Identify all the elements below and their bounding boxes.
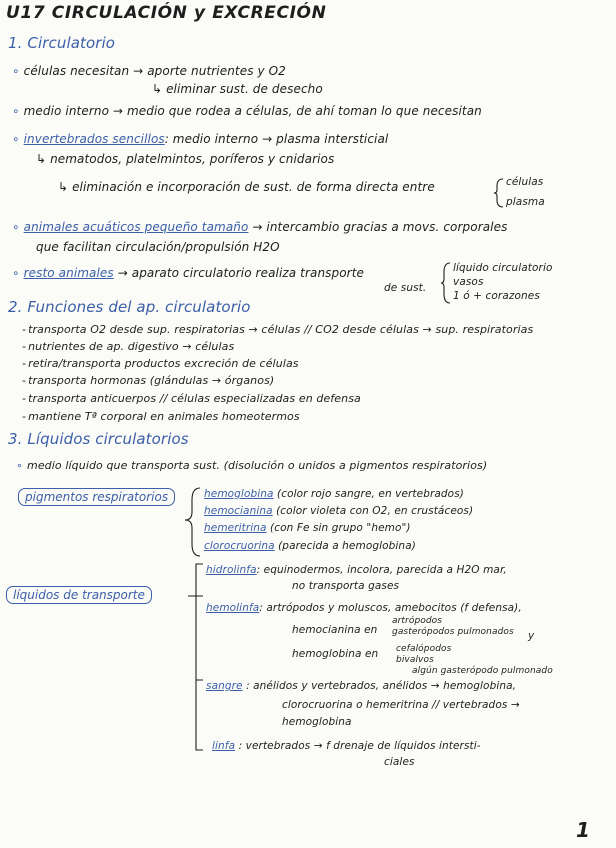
bullet-invertebrados-examples: ↳ nematodos, platelmintos, poríferos y cnidarios bbox=[36, 152, 335, 166]
hidrolinfa-line1: hidrolinfa: equinodermos, incolora, parecida a H2O mar, bbox=[206, 564, 507, 576]
bullet-acuaticos: ∘ animales acuáticos pequeño tamaño → intercambio gracias a movs. corporales bbox=[12, 220, 508, 234]
section-3-heading: 3. Líquidos circulatorios bbox=[8, 430, 189, 448]
bullet-cells-need-sub: ↳ eliminar sust. de desecho bbox=[152, 82, 323, 96]
brace-cells: células bbox=[506, 176, 544, 188]
brace-icon bbox=[494, 178, 504, 208]
page-title: U17 CIRCULACIÓN y EXCRECIÓN bbox=[6, 3, 327, 23]
sangre-line1: sangre : anélidos y vertebrados, anélidos → hemoglobina, bbox=[206, 680, 517, 692]
page-number: 1 bbox=[576, 818, 590, 842]
sangre-line2: clorocruorina o hemeritrina // vertebrados → bbox=[282, 699, 520, 711]
hemolinfa-line3: hemoglobina en bbox=[292, 648, 379, 660]
section-1-heading: 1. Circulatorio bbox=[8, 34, 116, 52]
bullet-medio-interno: ∘ medio interno → medio que rodea a células, de ahí toman lo que necesitan bbox=[12, 104, 482, 118]
function-item: - transporta hormonas (glándulas → órganos) bbox=[22, 374, 275, 387]
liquidos-intro: ∘ medio líquido que transporta sust. (disolución o unidos a pigmentos respiratorios) bbox=[16, 459, 488, 472]
bullet-cells-need: ∘ células necesitan → aporte nutrientes y O2 bbox=[12, 64, 286, 78]
bullet-dot: ∘ bbox=[12, 104, 20, 118]
bullet-dot: ∘ bbox=[16, 459, 23, 472]
option-liquido: líquido circulatorio bbox=[453, 262, 553, 274]
brace-icon bbox=[441, 262, 451, 304]
function-item: - transporta anticuerpos // células especializadas en defensa bbox=[22, 392, 361, 405]
hemolinfa-cefalopodos: cefalópodos bbox=[396, 644, 452, 654]
hidrolinfa-line2: no transporta gases bbox=[292, 580, 400, 592]
sangre-line3: hemoglobina bbox=[282, 716, 352, 728]
brace-plasma: plasma bbox=[506, 196, 545, 208]
bullet-acuaticos-cont: que facilitan circulación/propulsión H2O bbox=[36, 240, 280, 254]
brace-icon bbox=[184, 486, 202, 558]
linfa-line1: linfa : vertebrados → f drenaje de líquidos intersti- bbox=[212, 740, 481, 752]
function-item: - transporta O2 desde sup. respiratorias → células // CO2 desde células → sup. respiratorias bbox=[22, 323, 534, 336]
hemolinfa-line1: hemolinfa: artrópodos y moluscos, amebocitos (f defensa), bbox=[206, 602, 522, 614]
bullet-resto-animales: ∘ resto animales → aparato circulatorio realiza transporte bbox=[12, 266, 364, 280]
pigment-hemoglobina: hemoglobina (color rojo sangre, en vertebrados) bbox=[204, 488, 464, 500]
linfa-line2: ciales bbox=[384, 756, 415, 768]
hemolinfa-artropodos: artrópodos bbox=[392, 616, 443, 626]
option-vasos: vasos bbox=[453, 276, 484, 288]
hemolinfa-gasteropodos: gasterópodos pulmonados bbox=[392, 627, 514, 637]
bullet-dot: ∘ bbox=[12, 64, 20, 78]
hemolinfa-gasteropodo-pulmonado: algún gasterópodo pulmonado bbox=[412, 666, 553, 676]
pigment-clorocruorina: clorocruorina (parecida a hemoglobina) bbox=[204, 540, 416, 552]
section-2-heading: 2. Funciones del ap. circulatorio bbox=[8, 298, 251, 316]
bullet-dot: ∘ bbox=[12, 266, 20, 280]
function-item: - nutrientes de ap. digestivo → células bbox=[22, 340, 235, 353]
bullet-invertebrados: ∘ invertebrados sencillos: medio interno → plasma intersticial bbox=[12, 132, 389, 146]
option-corazones: 1 ó + corazones bbox=[453, 290, 540, 302]
hemolinfa-line2: hemocianina en bbox=[292, 624, 378, 636]
pigment-hemocianina: hemocianina (color violeta con O2, en crustáceos) bbox=[204, 505, 474, 517]
bullet-resto-sust: de sust. bbox=[384, 282, 427, 294]
hemolinfa-bivalvos: bivalvos bbox=[396, 655, 434, 665]
function-item: - mantiene Tª corporal en animales homeotermos bbox=[22, 410, 300, 423]
liquidos-transporte-box: líquidos de transporte bbox=[6, 586, 152, 604]
bullet-dot: ∘ bbox=[12, 220, 20, 234]
bullet-dot: ∘ bbox=[12, 132, 20, 146]
bracket-icon bbox=[186, 562, 204, 754]
hemolinfa-y: y bbox=[528, 630, 535, 642]
bullet-invertebrados-exchange: ↳ eliminación e incorporación de sust. de forma directa entre bbox=[58, 180, 435, 194]
pigment-hemeritrina: hemeritrina (con Fe sin grupo "hemo") bbox=[204, 522, 411, 534]
pigmentos-box: pigmentos respiratorios bbox=[18, 488, 175, 506]
function-item: - retira/transporta productos excreción de células bbox=[22, 357, 299, 370]
